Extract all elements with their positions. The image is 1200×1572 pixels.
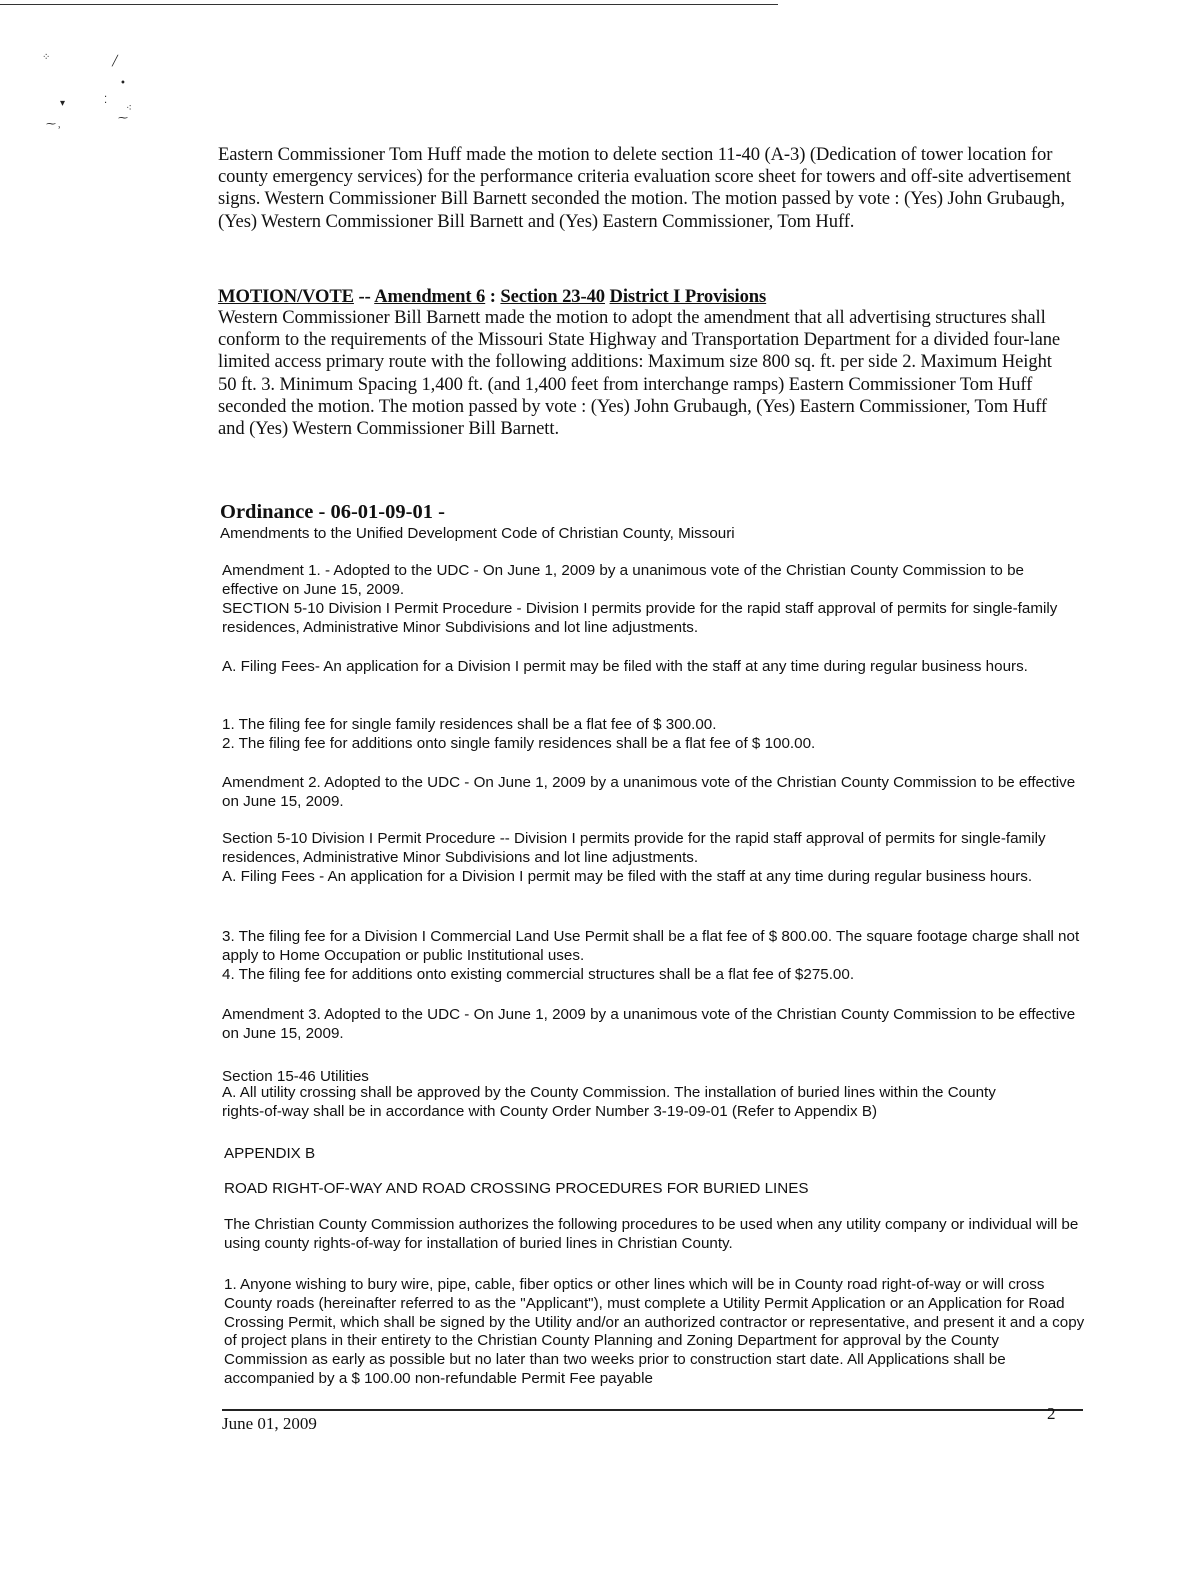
road-crossing-item-1: 1. Anyone wishing to bury wire, pipe, cable, fiber optics or other lines which will be in County road right-of-way or will cross County roads (hereinafter referred to as the "Applicant"), must complete a Utility Permit Application or an Application for Road Crossing Permit, which shall be signed by the Utility and/or an authorized contractor or representative, and present it and a copy of project plans in their entirety to the Christian County Planning and Zoning Department for approval by the County Commission as early as possible but no later than two weeks prior to construction start date. All Applications shall be accompanied by a $ 100.00 non-refundable Permit Fee payable xyxy=(224,1276,1085,1387)
motion-vote-label: MOTION/VOTE xyxy=(218,286,354,307)
scan-speck: • xyxy=(120,78,126,89)
motion-paragraph-delete-section: Eastern Commissioner Tom Huff made the motion to delete section 11-40 (A-3) (Dedication of tower location for county emergency services) for the performance criteria evaluation score sheet for towers and off-site advertisement signs. Western Commissioner Bill Barnett seconded the motion. The motion passed by vote : (Yes) John Grubaugh, (Yes) Western Commissioner Bill Barnett and (Yes) Eastern Commissioner, Tom Huff. xyxy=(218,144,1071,232)
scan-speck: ˒ xyxy=(58,123,62,134)
heading-separator: : xyxy=(485,286,501,307)
top-edge-rule xyxy=(0,4,778,5)
section-15-46-heading: Section 15-46 Utilities xyxy=(222,1068,369,1085)
scan-speck: ▾ xyxy=(60,98,66,109)
ordinance-subtitle: Amendments to the Unified Development Code of Christian County, Missouri xyxy=(220,525,735,542)
page-number: 2 xyxy=(1047,1404,1056,1423)
amendment-1: Amendment 1. - Adopted to the UDC - On June 1, 2009 by a unanimous vote of the Christian County Commission to be effective on June 15, 2009. xyxy=(222,562,1024,598)
filing-fees-a: A. Filing Fees- An application for a Division I permit may be filed with the staff at any time during regular business hours. xyxy=(222,658,1028,675)
district-label: District I Provisions xyxy=(609,286,767,307)
motion-paragraph-advertising: Western Commissioner Bill Barnett made the motion to adopt the amendment that all advertising structures shall conform to the requirements of the Missouri State Highway and Transportation Department for a divided four-lane limited access primary route with the following additions: Maximum size 800 sq. ft. per side 2. Maximum Height 50 ft. 3. Minimum Spacing 1,400 ft. (and 1,400 feet from interchange ramps) Eastern Commissioner Tom Huff seconded the motion. The motion passed by vote : (Yes) John Grubaugh, (Yes) Eastern Commissioner, Tom Huff and (Yes) Western Commissioner Bill Barnett. xyxy=(218,307,1061,440)
amendment-2-section: Section 5-10 Division I Permit Procedure -- Division I permits provide for the rapid staff approval of permits for single-family residences, Administrative Minor Subdivisions and lot line adjustments. xyxy=(222,830,1046,866)
appendix-heading: APPENDIX B xyxy=(224,1145,316,1162)
filing-fees-a-repeat: A. Filing Fees - An application for a Division I permit may be filed with the staff at any time during regular business hours. xyxy=(222,868,1033,885)
scan-speck: ⁘ xyxy=(42,52,51,63)
motion-vote-heading xyxy=(218,286,1072,308)
amendment-2: Amendment 2. Adopted to the UDC - On June 1, 2009 by a unanimous vote of the Christian County Commission to be effective on June 15, 2009. xyxy=(222,774,1076,810)
road-crossing-heading: ROAD RIGHT-OF-WAY AND ROAD CROSSING PROCEDURES FOR BURIED LINES xyxy=(224,1180,809,1197)
footer-date: June 01, 2009 xyxy=(222,1414,317,1433)
scan-speck: ⁚ xyxy=(104,95,108,106)
heading-separator: -- xyxy=(353,286,375,307)
amendment-label: Amendment 6 xyxy=(374,286,486,307)
fee-item-4: 4. The filing fee for additions onto existing commercial structures shall be a flat fee of $275.00. xyxy=(222,966,855,983)
section-label: Section 23-40 xyxy=(500,286,605,307)
fee-item-1: 1. The filing fee for single family residences shall be a flat fee of $ 300.00. xyxy=(222,716,717,733)
ordinance-title: Ordinance - 06-01-09-01 - xyxy=(220,501,445,523)
amendment-3: Amendment 3. Adopted to the UDC - On June 1, 2009 by a unanimous vote of the Christian County Commission to be effective on June 15, 2009. xyxy=(222,1006,1076,1042)
road-crossing-intro: The Christian County Commission authorizes the following procedures to be used when any utility company or individual will be using county rights-of-way for installation of buried lines in Christian County. xyxy=(224,1216,1079,1252)
scan-speck: ╱ xyxy=(112,56,119,67)
amendment-1-section: SECTION 5-10 Division I Permit Procedure - Division I permits provide for the rapid staff approval of permits for single-family residences, Administrative Minor Subdivisions and lot line adjustments. xyxy=(222,600,1058,636)
scan-speck: ⁓ xyxy=(118,113,128,124)
fee-item-3: 3. The filing fee for a Division I Commercial Land Use Permit shall be a flat fee of $ 800.00. The square footage charge shall not apply to Home Occupation or public Institutional uses. xyxy=(222,928,1080,964)
fee-item-2: 2. The filing fee for additions onto single family residences shall be a flat fee of $ 100.00. xyxy=(222,735,816,752)
utilities-paragraph-a: A. All utility crossing shall be approved by the County Commission. The installation of buried lines within the County rights-of-way shall be in accordance with County Order Number 3-19-09-01 (Refer to Appendix B) xyxy=(222,1084,996,1120)
scan-speck: ⁓ xyxy=(46,119,56,130)
footer-rule xyxy=(222,1409,1083,1411)
scan-speck: ⁖ xyxy=(126,103,132,114)
